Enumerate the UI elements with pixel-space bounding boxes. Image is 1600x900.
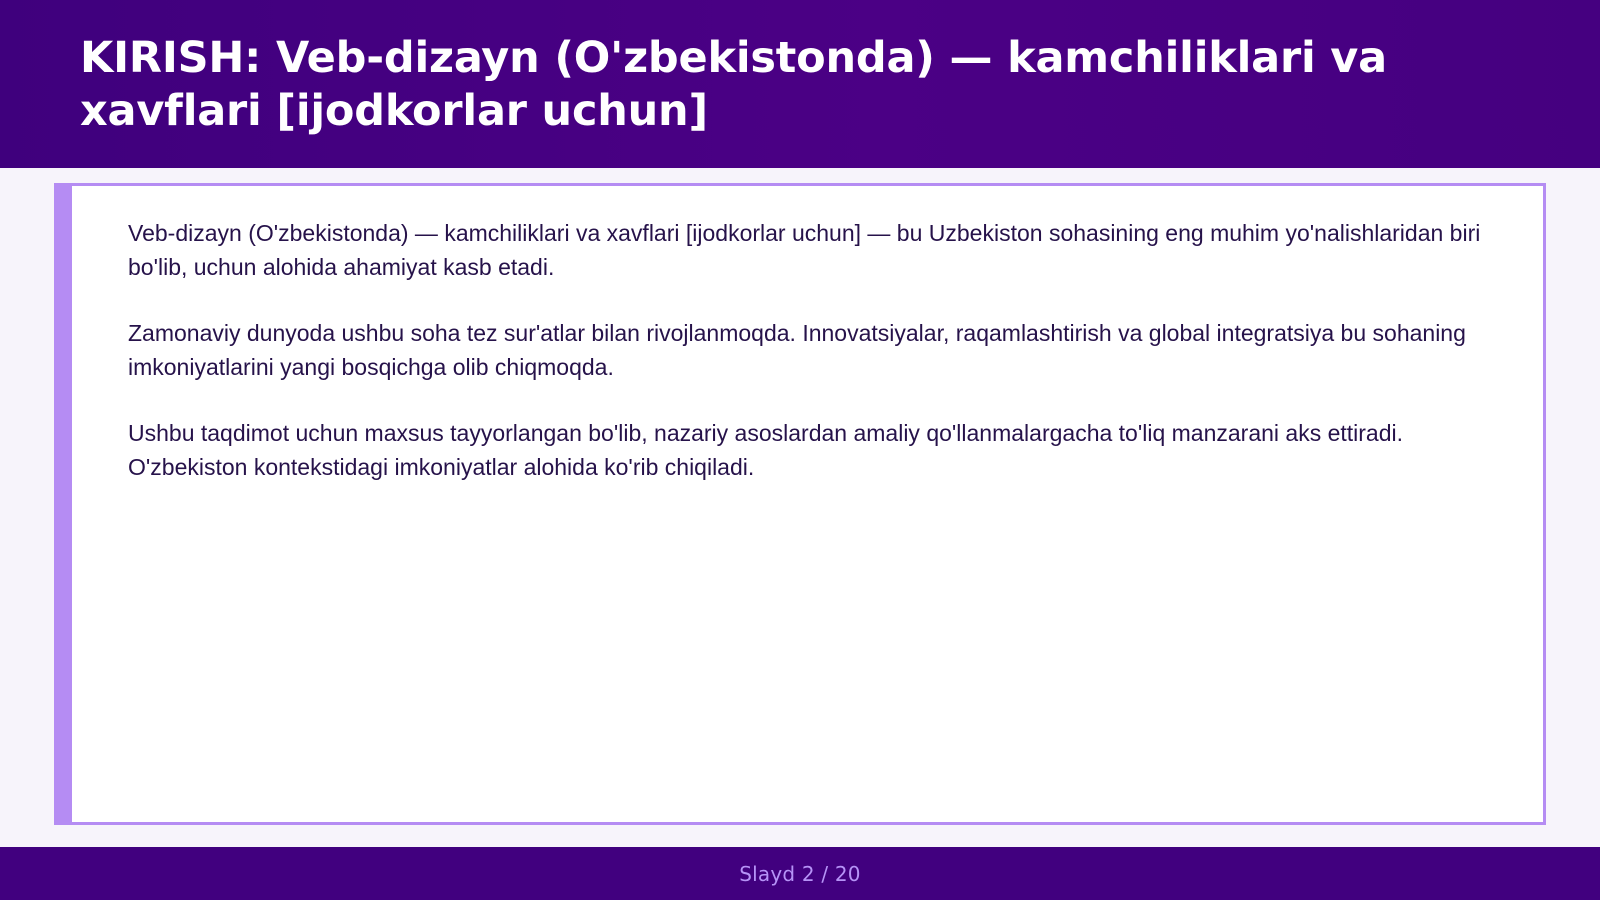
slide-counter: Slayd 2 / 20 <box>739 861 861 886</box>
intro-paragraph: Veb-dizayn (O'zbekistonda) — kamchiliklari va xavflari [ijodkorlar uchun] — bu Uzbekiston sohasining eng muhim yo'nalishlaridan biri bo'lib, uchun alohida ahamiyat kasb etadi. <box>128 220 1481 280</box>
slide-footer <box>0 847 1600 900</box>
content-card <box>54 183 1546 825</box>
development-paragraph: Zamonaviy dunyoda ushbu soha tez sur'atlar bilan rivojlanmoqda. Innovatsiyalar, raqamlashtirish va global integratsiya bu sohaning imkoniyatlarini yangi bosqichga olib chiqmoqda. <box>128 320 1466 380</box>
slide-title: KIRISH: Veb-dizayn (O'zbekistonda) — kamchiliklari va xavflari [ijodkorlar uchun] <box>80 33 1387 136</box>
content-text <box>128 216 1498 516</box>
slide-header <box>0 0 1600 168</box>
presentation-purpose-paragraph: Ushbu taqdimot uchun maxsus tayyorlangan bo'lib, nazariy asoslardan amaliy qo'llanmalargacha to'liq manzarani aks ettiradi. O'zbekiston kontekstidagi imkoniyatlar alohida ko'rib chiqiladi. <box>128 420 1404 480</box>
